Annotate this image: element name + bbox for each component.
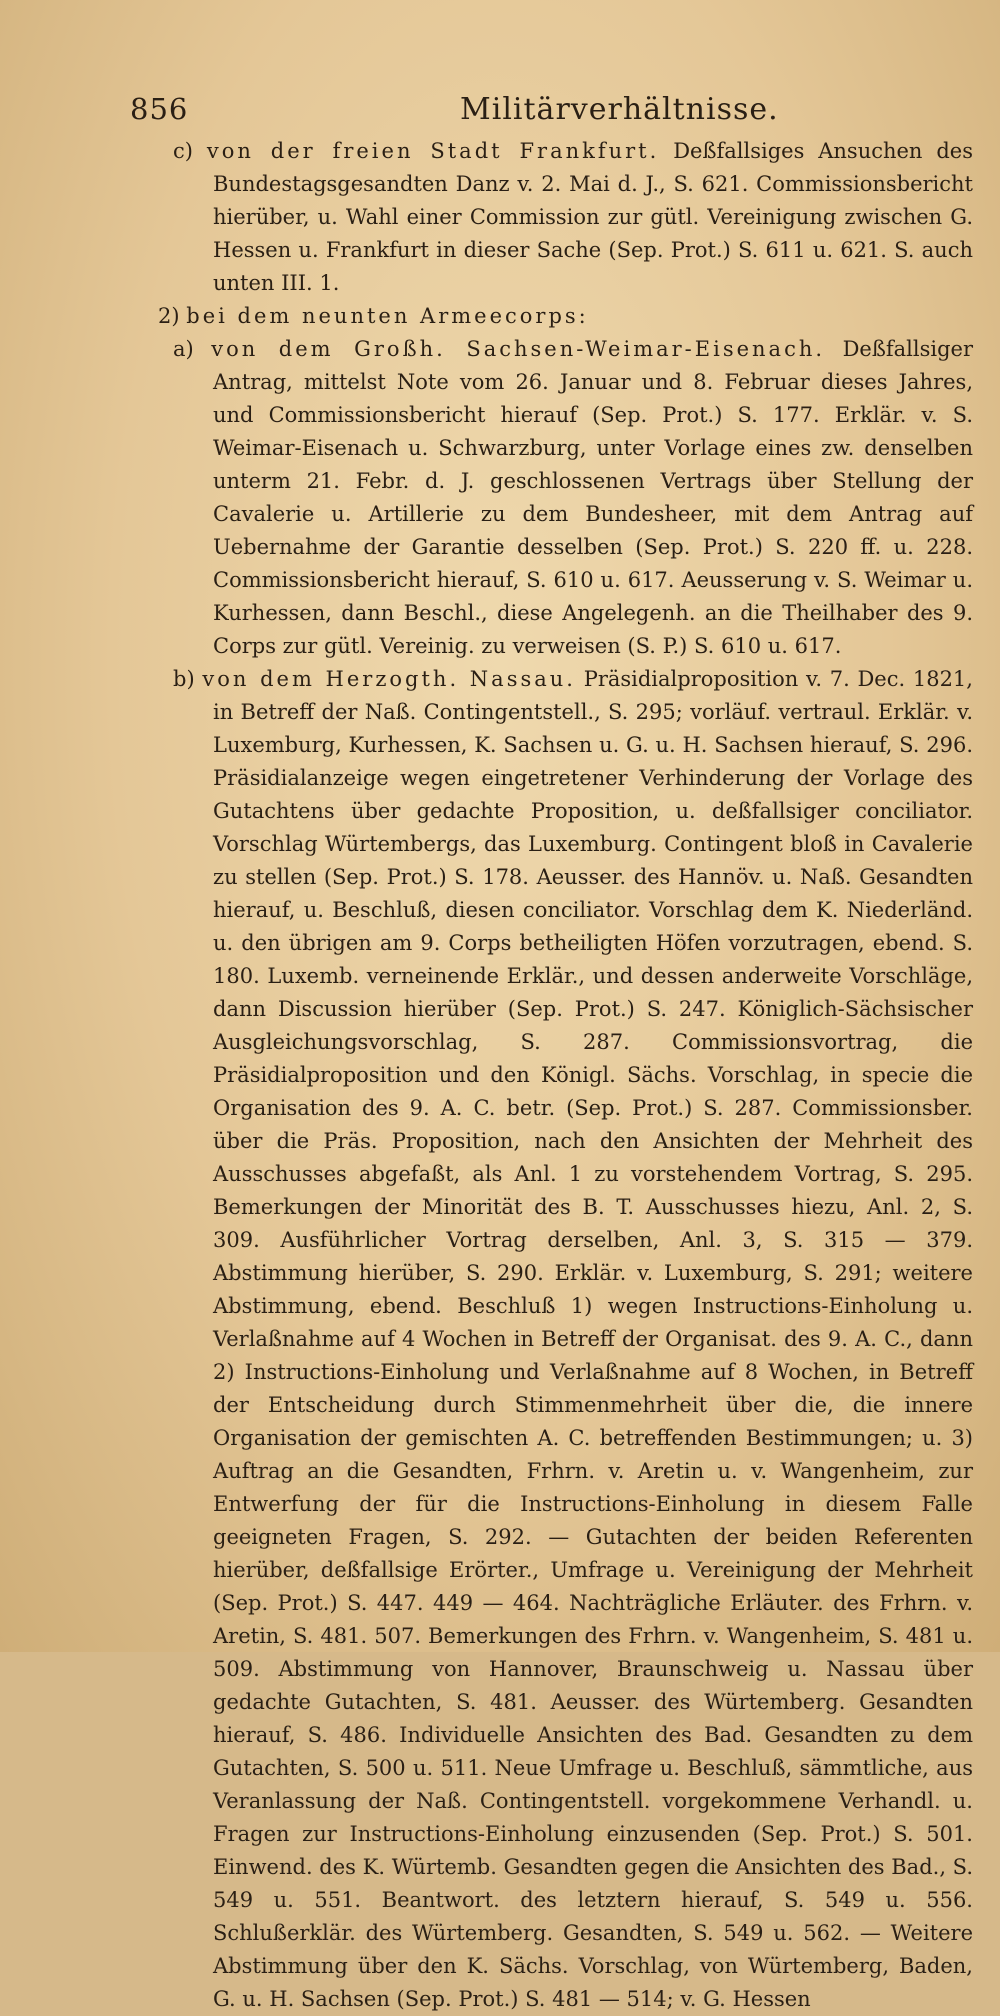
entry-a-lead: von dem Großh. Sachsen-Weimar-Eisenach.	[211, 337, 826, 361]
entry-b	[158, 663, 973, 2016]
entry-c-text: Deßfallsiges Ansuchen des Bundestagsgesandten Danz v. 2. Mai d. J., S. 621. Commissionsbericht hierüber, u. Wahl einer Commission zur gütl. Vereinigung zwischen G. Hessen u. Frankfurt in dieser Sache (Sep. Prot.) S. 611 u. 621. S. auch unten III. 1.	[213, 139, 973, 295]
entry-b-label: b)	[173, 667, 195, 691]
page-header	[130, 92, 890, 132]
entry-b-lead: von dem Herzogth. Nassau.	[202, 667, 576, 691]
entry-a	[158, 333, 973, 663]
section-2-label: 2)	[158, 304, 180, 328]
entry-c-label: c)	[173, 139, 193, 163]
running-head: Militärverhältnisse.	[460, 92, 779, 127]
entry-b-text: Präsidialproposition v. 7. Dec. 1821, in Betreff der Naß. Contingentstell., S. 295; vorläuf. vertraul. Erklär. v. Luxemburg, Kurhessen, K. Sachsen u. G. u. H. Sachsen hierauf, S. 296. Präsidialanzeige wegen eingetretener Verhinderung der Vorlage des Gutachtens über gedachte Proposition, u. deßfallsiger conciliator. Vorschlag Würtembergs, das Luxemburg. Contingent bloß in Cavalerie zu stellen (Sep. Prot.) S. 178. Aeusser. des Hannöv. u. Naß. Gesandten hierauf, u. Beschluß, diesen conciliator. Vorschlag dem K. Niederländ. u. den übrigen am 9. Corps betheiligten Höfen vorzutragen, ebend. S. 180. Luxemb. verneinende Erklär., und dessen anderweite Vorschläge, dann Discussion hierüber (Sep. Prot.) S. 247. Königlich-Sächsischer Ausgleichungsvorschlag, S. 287. Commissionsvortrag, die Präsidialproposition und den Königl. Sächs. Vorschlag, in specie die Organisation des 9. A. C. betr. (Sep. Prot.) S. 287. Commissionsber. über die Präs. Proposition, nach den Ansichten der Mehrheit des Ausschusses abgefaßt, als Anl. 1 zu vorstehendem Vortrag, S. 295. Bemerkungen der Minorität des B. T. Ausschusses hiezu, Anl. 2, S. 309. Ausführlicher Vortrag derselben, Anl. 3, S. 315 — 379. Abstimmung hierüber, S. 290. Erklär. v. Luxemburg, S. 291; weitere Abstimmung, ebend. Beschluß 1) wegen Instructions-Einholung u. Verlaßnahme auf 4 Wochen in Betreff der Organisat. des 9. A. C., dann 2) Instructions-Einholung und Verlaßnahme auf 8 Wochen, in Betreff der Entscheidung durch Stimmenmehrheit über die, die innere Organisation der gemischten A. C. betreffenden Bestimmungen; u. 3) Auftrag an die Gesandten, Frhrn. v. Aretin u. v. Wangenheim, zur Entwerfung der für die Instructions-Einholung in diesem Falle geeigneten Fragen, S. 292. — Gutachten der beiden Referenten hierüber, deßfallsige Erörter., Umfrage u. Vereinigung der Mehrheit (Sep. Prot.) S. 447. 449 — 464. Nachträgliche Erläuter. des Frhrn. v. Aretin, S. 481. 507. Bemerkungen des Frhrn. v. Wangenheim, S. 481 u. 509. Abstimmung von Hannover, Braunschweig u. Nassau über gedachte Gutachten, S. 481. Aeusser. des Würtemberg. Gesandten hierauf, S. 486. Individuelle Ansichten des Bad. Gesandten zu dem Gutachten, S. 500 u. 511. Neue Umfrage u. Beschluß, sämmtliche, aus Veranlassung der Naß. Contingentstell. vorgekommene Verhandl. u. Fragen zur Instructions-Einholung einzusenden (Sep. Prot.) S. 501. Einwend. des K. Würtemb. Gesandten gegen die Ansichten des Bad., S. 549 u. 551. Beantwort. des letztern hierauf, S. 549 u. 556. Schlußerklär. des Würtemberg. Gesandten, S. 549 u. 562. — Weitere Abstimmung über den K. Sächs. Vorschlag, von Würtemberg, Baden, G. u. H. Sachsen (Sep. Prot.) S. 481 — 514; v. G. Hessen	[213, 667, 973, 2011]
entry-c	[158, 135, 973, 300]
entry-c-lead: von der freien Stadt Frankfurt.	[206, 139, 660, 163]
entry-a-label: a)	[173, 337, 194, 361]
section-2-text: bei dem neunten Armeecorps:	[186, 304, 589, 328]
section-2	[158, 300, 973, 333]
entry-a-text: Deßfallsiger Antrag, mittelst Note vom 26. Januar und 8. Februar dieses Jahres, und Commissionsbericht hierauf (Sep. Prot.) S. 177. Erklär. v. S. Weimar-Eisenach u. Schwarzburg, unter Vorlage eines zw. denselben unterm 21. Febr. d. J. geschlossenen Vertrags über Stellung der Cavalerie u. Artillerie zu dem Bundesheer, mit dem Antrag auf Uebernahme der Garantie desselben (Sep. Prot.) S. 220 ff. u. 228. Commissionsbericht hierauf, S. 610 u. 617. Aeusserung v. S. Weimar u. Kurhessen, dann Beschl., diese Angelegenh. an die Theilhaber des 9. Corps zur gütl. Vereinig. zu verweisen (S. P.) S. 610 u. 617.	[213, 337, 973, 658]
page-number: 856	[130, 92, 189, 126]
body-text	[158, 135, 973, 2016]
